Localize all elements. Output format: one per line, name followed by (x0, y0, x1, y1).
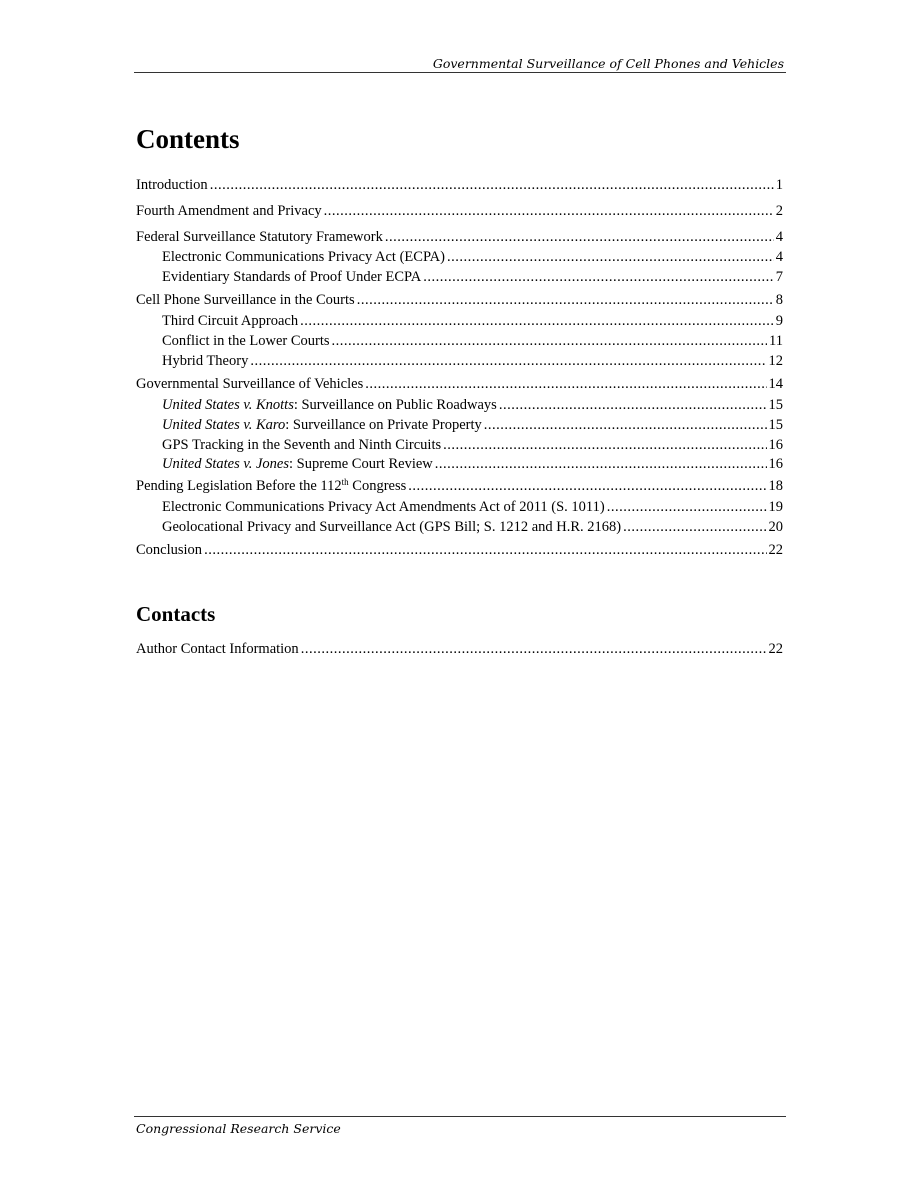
toc-entry[interactable] (136, 477, 783, 496)
dot-leader (607, 498, 767, 517)
toc-page-number: 7 (775, 269, 783, 285)
title-text: Federal Surveillance Statutory Framework (136, 229, 383, 245)
dot-leader (435, 455, 767, 474)
toc-entry[interactable] (162, 396, 783, 415)
dot-leader (385, 228, 774, 247)
toc-entry-title (162, 396, 497, 415)
title-text: Third Circuit Approach (162, 313, 299, 329)
title-text: Fourth Amendment and Privacy (136, 203, 322, 219)
toc-entry[interactable] (162, 268, 783, 287)
running-header: Governmental Surveillance of Cell Phones and Vehicles (432, 56, 784, 71)
toc-entry[interactable] (136, 541, 783, 560)
toc-entry-title (136, 640, 299, 659)
toc-entry[interactable] (136, 291, 783, 310)
toc-entry-title (162, 518, 621, 537)
toc-entry-title (136, 541, 202, 560)
dot-leader (447, 248, 774, 267)
toc-entry[interactable] (162, 416, 783, 435)
dot-leader (210, 176, 774, 195)
toc-entry-title (162, 248, 445, 267)
toc-entry-title (162, 332, 330, 351)
toc-entry[interactable] (162, 352, 783, 371)
title-text: : Surveillance on Public Roadways (293, 397, 497, 413)
title-text: Electronic Communications Privacy Act (ECPA) (162, 249, 445, 265)
toc-page-number: 16 (768, 456, 783, 472)
dot-leader (300, 312, 774, 331)
contacts-heading: Contacts (136, 602, 216, 626)
title-text: Electronic Communications Privacy Act Amendments Act of 2011 (S. 1011) (162, 499, 605, 515)
toc-entry[interactable] (162, 248, 783, 267)
toc-entry[interactable] (162, 498, 783, 517)
dot-leader (484, 416, 767, 435)
dot-leader (423, 268, 774, 287)
dot-leader (324, 202, 774, 221)
toc-page-number: 2 (775, 203, 783, 219)
dot-leader (499, 396, 767, 415)
title-text: Evidentiary Standards of Proof Under ECPA (162, 269, 422, 285)
toc-entry-title (162, 416, 482, 435)
toc-entry-title (136, 228, 383, 247)
title-text: Hybrid Theory (162, 353, 249, 369)
toc-page-number: 22 (768, 641, 783, 657)
toc-entry-title (162, 455, 433, 474)
toc-page-number: 15 (768, 417, 783, 433)
toc-entry-title (136, 375, 363, 394)
title-text: Governmental Surveillance of Vehicles (136, 376, 364, 392)
dot-leader (365, 375, 766, 394)
toc-page-number: 11 (769, 333, 783, 349)
toc-entry-title (162, 498, 605, 517)
dot-leader (357, 291, 774, 310)
toc-page-number: 19 (768, 499, 783, 515)
toc-page-number: 22 (768, 542, 783, 558)
toc-entry[interactable] (136, 202, 783, 221)
case-name: United States v. Jones (162, 456, 289, 472)
case-name: United States v. Karo (162, 417, 286, 433)
ordinal-suffix: th (341, 477, 349, 487)
title-text: : Surveillance on Private Property (285, 417, 482, 433)
toc-entry[interactable] (136, 176, 783, 195)
toc-page-number: 1 (775, 177, 783, 193)
toc-page-number: 9 (775, 313, 783, 329)
title-text: Author Contact Information (136, 641, 299, 657)
footer-rule (134, 1116, 786, 1117)
toc-page-number: 14 (768, 376, 783, 392)
toc-page-number: 16 (768, 437, 783, 453)
dot-leader (408, 477, 766, 496)
case-name: United States v. Knotts (162, 397, 294, 413)
toc-entry-title (136, 477, 406, 496)
header-rule (134, 72, 786, 73)
toc-page-number: 8 (775, 292, 783, 308)
title-text: : Supreme Court Review (288, 456, 433, 472)
toc-entry-title (136, 291, 355, 310)
dot-leader (332, 332, 768, 351)
toc-entry[interactable] (136, 228, 783, 247)
toc-entry[interactable] (162, 312, 783, 331)
title-text: Cell Phone Surveillance in the Courts (136, 292, 355, 308)
toc-entry[interactable] (136, 640, 783, 659)
dot-leader (301, 640, 767, 659)
toc-entry-title (136, 176, 208, 195)
dot-leader (443, 436, 766, 455)
toc-entry-title (136, 202, 322, 221)
toc-entry[interactable] (162, 455, 783, 474)
toc-page-number: 4 (775, 249, 783, 265)
toc-entry[interactable] (162, 436, 783, 455)
toc-entry-title (162, 436, 441, 455)
toc-entry[interactable] (136, 375, 783, 394)
toc-entry[interactable] (162, 518, 783, 537)
toc-entry-title (162, 352, 248, 371)
toc-entry[interactable] (162, 332, 783, 351)
title-text: Conclusion (136, 542, 203, 558)
toc-page-number: 20 (768, 519, 783, 535)
toc-page-number: 12 (768, 353, 783, 369)
title-text: Geolocational Privacy and Surveillance Act (GPS Bill; S. 1212 and H.R. 2168) (162, 519, 622, 535)
toc-page-number: 15 (768, 397, 783, 413)
dot-leader (204, 541, 766, 560)
contents-heading: Contents (136, 124, 240, 154)
toc-entry-title (162, 312, 298, 331)
dot-leader (250, 352, 766, 371)
dot-leader (623, 518, 766, 537)
title-text: Conflict in the Lower Courts (162, 333, 330, 349)
title-text: GPS Tracking in the Seventh and Ninth Circuits (162, 437, 442, 453)
footer-organization: Congressional Research Service (136, 1121, 341, 1136)
toc-entry-title (162, 268, 421, 287)
title-text: Introduction (136, 177, 208, 193)
title-text: Congress (348, 478, 407, 494)
title-text: Pending Legislation Before the 112 (136, 478, 342, 494)
toc-page-number: 4 (775, 229, 783, 245)
toc-page-number: 18 (768, 478, 783, 494)
